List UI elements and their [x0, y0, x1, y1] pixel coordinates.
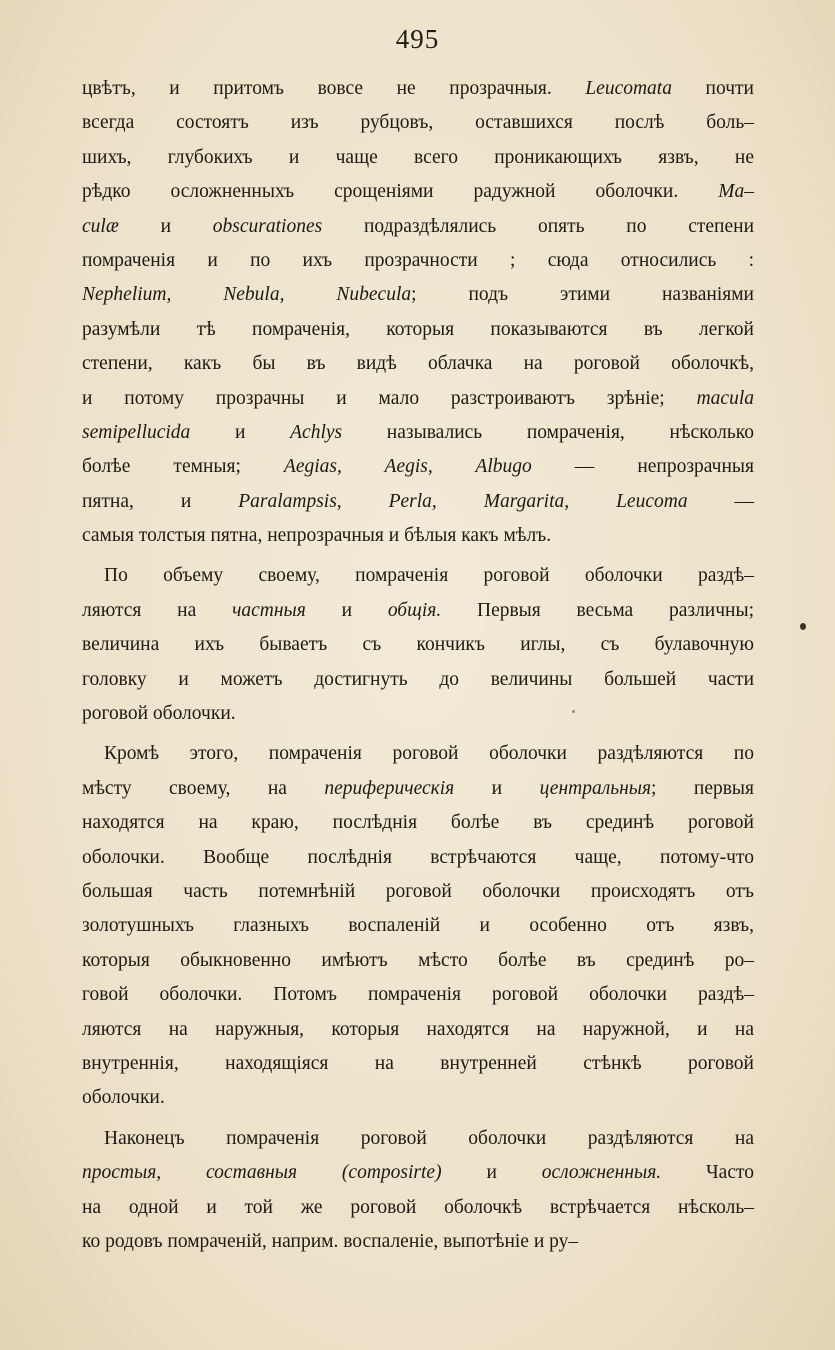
text-segment: Наконецъ помраченія роговой оболочки раздѣляются на	[104, 1127, 754, 1149]
text-line	[82, 485, 754, 519]
text-segment: и	[454, 777, 540, 799]
text-segment: пятна, и	[82, 490, 239, 512]
text-segment: которыя обыкновенно имѣютъ мѣсто болѣе въ срединѣ ро–	[82, 949, 754, 971]
text-segment: разумѣли тѣ помраченія, которыя показываются въ легкой	[82, 318, 754, 340]
text-segment: мѣсту своему, на	[82, 777, 325, 799]
italic-term: центральныя	[539, 777, 652, 799]
text-line	[82, 1013, 754, 1047]
text-line	[82, 175, 754, 209]
text-line	[82, 210, 754, 244]
italic-term: obscurationes	[212, 215, 323, 237]
text-segment: ; подъ этими названіями	[411, 284, 754, 306]
italic-term: macula	[696, 387, 754, 409]
italic-term: Achlys	[290, 421, 343, 443]
text-segment: ; первыя	[651, 777, 754, 799]
text-segment: болѣе темныя;	[82, 456, 284, 478]
text-segment: внутреннія, находящіяся на внутренней стѣнкѣ роговой	[82, 1052, 754, 1074]
text-segment: и	[190, 421, 291, 443]
italic-term: периферическія	[324, 777, 455, 799]
ink-speck	[800, 623, 806, 630]
text-segment: головку и можетъ достигнуть до величины большей части	[82, 668, 754, 690]
text-segment: роговой оболочки.	[82, 703, 236, 725]
text-segment: подраздѣлялись опять по степени	[322, 215, 755, 237]
text-line	[82, 1156, 754, 1190]
ink-speck	[572, 710, 575, 713]
italic-term: semipellucida	[82, 421, 191, 443]
text-line	[82, 1225, 754, 1259]
text-segment: — непрозрачныя	[531, 456, 754, 478]
text-segment: говой оболочки. Потомъ помраченія роговой оболочки раздѣ–	[82, 984, 754, 1006]
text-line	[82, 313, 754, 347]
italic-term: частныя	[232, 599, 306, 621]
text-segment: ляются на	[82, 599, 233, 621]
text-line	[82, 278, 754, 312]
text-line	[82, 875, 754, 909]
text-line	[82, 1047, 754, 1081]
body-text	[82, 72, 754, 1259]
text-line	[82, 106, 754, 140]
italic-term: Leucomata	[585, 78, 672, 99]
text-line	[82, 519, 754, 553]
text-segment: на одной и той же роговой оболочкѣ встрѣчается нѣсколь–	[82, 1196, 754, 1218]
text-line	[82, 72, 754, 106]
text-segment: всегда состоятъ изъ рубцовъ, оставшихся послѣ боль–	[82, 112, 754, 134]
italic-term: простыя, составныя (composirte)	[82, 1162, 442, 1184]
text-line	[82, 697, 754, 731]
text-segment: Кромѣ этого, помраченія роговой оболочки раздѣляются по	[104, 743, 754, 765]
text-line	[82, 909, 754, 943]
text-line	[82, 559, 754, 593]
text-segment: назывались помраченія, нѣсколько	[342, 421, 754, 443]
italic-term: Ma–	[718, 181, 754, 203]
italic-term: осложненныя.	[541, 1162, 662, 1184]
text-line	[82, 1122, 754, 1156]
text-line	[82, 841, 754, 875]
text-segment: и	[441, 1162, 542, 1184]
text-segment: ко родовъ помраченій, наприм. воспаленіе, выпотѣніе и ру–	[82, 1230, 579, 1252]
text-line	[82, 737, 754, 771]
text-line	[82, 1081, 754, 1115]
italic-term: culæ	[82, 215, 119, 237]
italic-term: Paralampsis, Perla, Margarita, Leucoma	[238, 490, 688, 512]
page-number: 495	[395, 24, 440, 54]
text-line	[82, 141, 754, 175]
text-segment: большая часть потемнѣній роговой оболочки происходятъ отъ	[82, 880, 754, 902]
text-line	[82, 382, 754, 416]
text-segment: оболочки. Вообще послѣднія встрѣчаются чаще, потому-что	[82, 846, 754, 868]
text-segment: находятся на краю, послѣднія болѣе въ срединѣ роговой	[82, 812, 754, 834]
italic-term: Aegias, Aegis, Albugo	[283, 456, 532, 478]
italic-term: общія.	[387, 599, 442, 621]
text-segment: степени, какъ бы въ видѣ облачка на роговой оболочкѣ,	[82, 353, 754, 375]
text-segment: —	[687, 490, 755, 512]
text-line	[82, 1191, 754, 1225]
text-segment: величина ихъ бываетъ съ кончикъ иглы, съ булавочную	[82, 634, 754, 656]
text-segment: помраченія и по ихъ прозрачности ; сюда относились :	[82, 249, 754, 271]
text-segment: золотушныхъ глазныхъ воспаленій и особенно отъ язвъ,	[82, 915, 754, 937]
text-line	[82, 416, 754, 450]
text-segment: По объему своему, помраченія роговой оболочки раздѣ–	[104, 565, 754, 587]
text-segment: почти	[671, 78, 754, 99]
text-line	[82, 347, 754, 381]
text-line	[82, 944, 754, 978]
text-line	[82, 806, 754, 840]
text-segment: цвѣтъ, и притомъ вовсе не прозрачныя.	[82, 78, 586, 99]
text-line	[82, 628, 754, 662]
text-segment: Часто	[661, 1162, 755, 1184]
text-segment: шихъ, глубокихъ и чаще всего проникающихъ язвъ, не	[82, 146, 754, 168]
text-line	[82, 244, 754, 278]
text-segment: и	[118, 215, 213, 237]
text-line	[82, 663, 754, 697]
text-segment: Первыя весьма различны;	[441, 599, 754, 621]
text-segment: ляются на наружныя, которыя находятся на наружной, и на	[82, 1018, 754, 1040]
italic-term: Nephelium, Nebula, Nubecula	[82, 284, 412, 306]
text-segment: оболочки.	[82, 1087, 165, 1109]
text-line	[82, 772, 754, 806]
text-segment: рѣдко осложненныхъ срощеніями радужной оболочки.	[82, 181, 719, 203]
text-line	[82, 978, 754, 1012]
text-segment: самыя толстыя пятна, непрозрачныя и бѣлыя какъ мѣлъ.	[82, 525, 552, 547]
text-line	[82, 594, 754, 628]
text-segment: и	[305, 599, 388, 621]
text-line	[82, 450, 754, 484]
text-segment: и потому прозрачны и мало разстроиваютъ зрѣніе;	[82, 387, 697, 409]
